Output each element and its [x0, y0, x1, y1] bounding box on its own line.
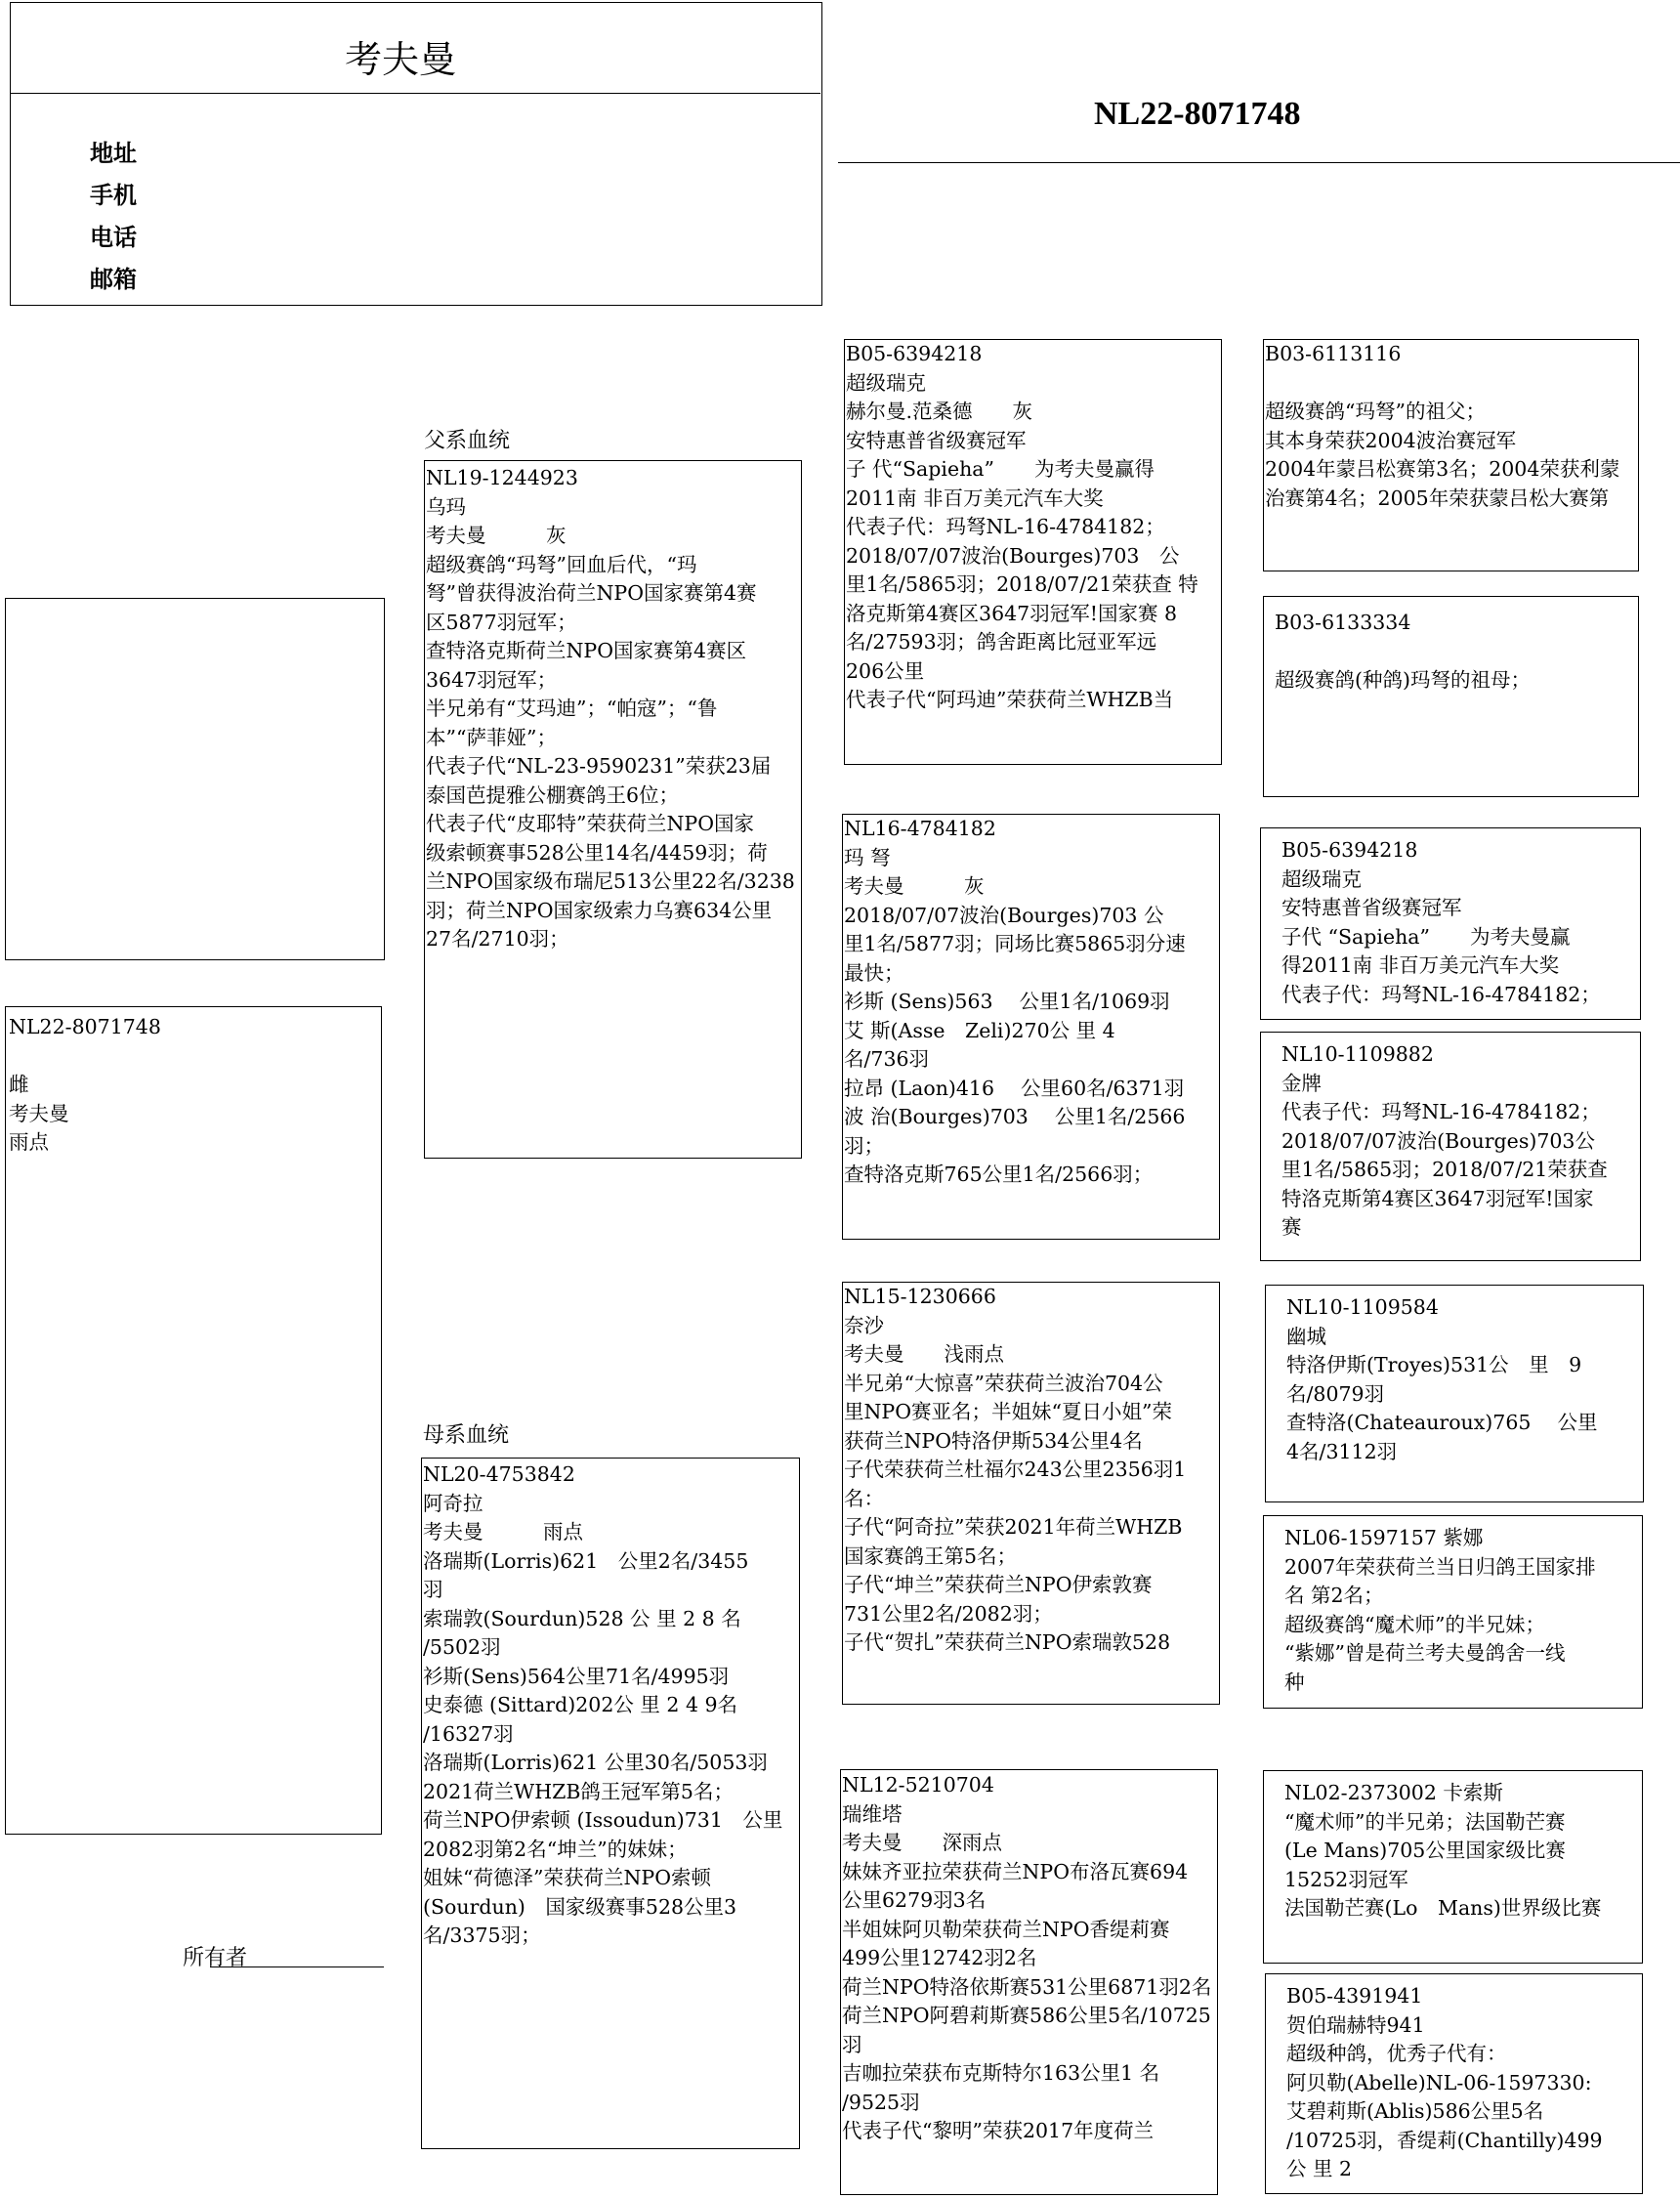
card-line: 区5877羽冠军； — [426, 610, 577, 634]
card-line: 2007年荣获荷兰当日归鸽王国家排 — [1284, 1554, 1596, 1579]
card-line: (Le Mans)705公里国家级比赛 — [1284, 1839, 1566, 1862]
card-line: 特洛克斯第4赛区3647羽冠军!国家 — [1281, 1186, 1594, 1210]
card-line: 国家赛鸽王第5名； — [844, 1544, 1018, 1568]
card-line: 其本身荣获2004波治赛冠军 — [1265, 428, 1517, 452]
card-line: 里1名/5865羽；2018/07/21荣获查 — [1281, 1158, 1608, 1181]
card-line: 考夫曼 浅雨点 — [844, 1342, 1004, 1366]
card-line: 2021荷兰WHZB鸽王冠军第5名； — [423, 1779, 734, 1803]
card-line: 里NPO赛亚名；半姐妹“夏日小姐”荣 — [844, 1400, 1172, 1423]
card-line: 史泰德 (Sittard)202公 里 2 4 9名 — [423, 1693, 738, 1716]
card-line: 瑞维塔 — [842, 1801, 903, 1826]
card-line: “紫娜”曾是荷兰考夫曼鸽舍一线 — [1284, 1641, 1566, 1665]
card-line: 洛克斯第4赛区3647羽冠军!国家赛 8 — [846, 601, 1178, 625]
card-line: 公里6279羽3名 — [842, 1888, 987, 1912]
card-line: 衫斯(Sens)564公里71名/4995羽 — [423, 1664, 730, 1688]
dam-dam-card — [840, 1769, 1218, 2195]
card-line: 索瑞敦(Sourdun)528 公 里 2 8 名 — [423, 1606, 741, 1630]
card-line: 荷兰NPO阿碧莉斯赛586公里5名/10725 — [842, 2004, 1211, 2027]
subject-card — [5, 1006, 382, 1835]
card-line: 获荷兰NPO特洛伊斯534公里4名 — [844, 1428, 1143, 1453]
card-line: 贺伯瑞赫特941 — [1286, 2012, 1425, 2037]
card-line: 考夫曼 深雨点 — [842, 1831, 1002, 1854]
phone-label: 电话 — [90, 224, 137, 251]
card-line: (Sourdun) 国家级赛事528公里3 — [423, 1894, 737, 1919]
card-line: NL02-2373002 卡索斯 — [1284, 1781, 1503, 1804]
ring-underline — [838, 162, 1680, 163]
dam-card — [421, 1458, 800, 2149]
card-line: 超级赛鸽“玛弩”的祖父； — [1265, 400, 1486, 423]
card-line: /16327羽 — [423, 1721, 514, 1746]
card-line: 里1名/5877羽；同场比赛5865羽分速 — [844, 932, 1186, 955]
card-line: 考夫曼 雨点 — [423, 1520, 583, 1544]
sire-sire-dam-card — [1263, 596, 1639, 797]
card-line: 2018/07/07波治(Bourges)703 公 — [844, 903, 1164, 927]
card-line: 特洛伊斯(Troyes)531公 里 9 — [1286, 1353, 1582, 1376]
dam-sire-dam-card — [1263, 1515, 1643, 1709]
card-line: 洛瑞斯(Lorris)621 公里2名/3455 — [423, 1548, 749, 1573]
card-line: 荷兰NPO伊索顿 (Issoudun)731 公里 — [423, 1808, 783, 1832]
card-line: 名： — [844, 1486, 884, 1510]
card-line: B05-4391941 — [1286, 1984, 1423, 2008]
card-line: 206公里 — [846, 658, 925, 683]
card-line: 雨点 — [9, 1130, 49, 1154]
card-line: /5502羽 — [423, 1635, 501, 1659]
card-line: 妹妹齐亚拉荣获荷兰NPO布洛瓦赛694 — [842, 1859, 1189, 1883]
card-line: 超级瑞克 — [846, 370, 926, 395]
card-line: 子代“贺扎”荣获荷兰NPO索瑞敦528 — [844, 1630, 1171, 1654]
card-line: 代表子代：玛弩NL-16-4784182； — [846, 515, 1165, 538]
card-line: 本”“萨菲娅”； — [426, 725, 557, 749]
sire-dam-card — [842, 814, 1220, 1240]
card-line: 考夫曼 灰 — [844, 874, 985, 898]
card-line: B05-6394218 — [846, 342, 983, 365]
card-line: 玛 弩 — [844, 845, 891, 869]
card-line: 半姐妹阿贝勒荣获荷兰NPO香缇莉赛 — [842, 1917, 1170, 1941]
card-line: 15252羽冠军 — [1284, 1867, 1408, 1891]
card-line: 2004年蒙吕松赛第3名；2004荣获利蒙 — [1265, 457, 1620, 481]
card-line: 2011南 非百万美元汽车大奖 — [846, 486, 1104, 510]
card-line: NL06-1597157 紫娜 — [1284, 1526, 1484, 1549]
card-line: 治赛第4名；2005年荣获蒙吕松大赛第 — [1265, 486, 1610, 510]
dam-dam-sire-card — [1263, 1770, 1643, 1964]
card-line: 名/8079羽 — [1286, 1381, 1385, 1406]
card-line: 兰NPO国家级布瑞尼513公里22名/3238 — [426, 869, 795, 893]
card-line: 4名/3112羽 — [1286, 1439, 1398, 1463]
card-line: 衫斯 (Sens)563 公里1名/1069羽 — [844, 990, 1170, 1013]
card-line: B03-6113116 — [1265, 342, 1402, 365]
card-line: 子代荣获荷兰杜福尔243公里2356羽1 — [844, 1458, 1187, 1481]
card-line: 泰国芭提雅公棚赛鸽王6位； — [426, 782, 680, 807]
card-line: 羽 — [423, 1578, 443, 1601]
card-line: NL10-1109584 — [1286, 1295, 1439, 1319]
card-line: 得2011南 非百万美元汽车大奖 — [1281, 953, 1560, 977]
sire-dam-sire-card — [1260, 827, 1641, 1020]
card-line: 查特洛(Chateauroux)765 公里 — [1286, 1411, 1598, 1434]
dam-sire-card — [842, 1282, 1220, 1705]
card-line: 级索顿赛事528公里14名/4459羽；荷 — [426, 840, 768, 865]
card-line: 阿奇拉 — [423, 1491, 483, 1515]
card-line: 超级赛鸽“玛弩”回血后代，“玛 — [426, 552, 697, 576]
card-line: 波 治(Bourges)703 公里1名/2566 — [844, 1105, 1186, 1128]
card-line: 子代“坤兰”荣获荷兰NPO伊索敦赛 — [844, 1573, 1153, 1596]
card-line: 子代 “Sapieha” 为考夫曼赢 — [1281, 924, 1571, 949]
ring-number-heading: NL22-8071748 — [1094, 96, 1301, 132]
pedigree-title: 考夫曼 — [344, 38, 456, 81]
owner-label: 所有者 — [183, 1946, 248, 1970]
card-line: 考夫曼 灰 — [426, 524, 567, 547]
sire-line-label: 父系血统 — [424, 429, 511, 453]
card-line: 姐妹“荷德泽”荣获荷兰NPO索顿 — [423, 1866, 711, 1889]
card-line: 公 里 2 — [1286, 2157, 1353, 2180]
card-line: 法国勒芒赛(Lo Mans)世界级比赛 — [1284, 1896, 1602, 1920]
card-line: 金牌 — [1281, 1071, 1322, 1095]
sire-card — [424, 460, 802, 1159]
card-line: 超级赛鸽(种鸽)玛弩的祖母； — [1275, 668, 1531, 692]
card-line: 731公里2名/2082羽； — [844, 1601, 1053, 1626]
dam-sire-sire-card — [1265, 1285, 1644, 1502]
card-line: 荷兰NPO特洛依斯赛531公里6871羽2名 — [842, 1974, 1212, 1999]
card-line: 赫尔曼.范桑德 灰 — [846, 400, 1033, 423]
card-line: NL16-4784182 — [844, 817, 996, 840]
card-line: 名/736羽 — [844, 1047, 930, 1071]
card-line: 考夫曼 — [9, 1101, 69, 1125]
card-line: 子 代“Sapieha” 为考夫曼赢得 — [846, 457, 1155, 481]
card-line: 拉昂 (Laon)416 公里60名/6371羽 — [844, 1076, 1185, 1100]
card-line: 赛 — [1281, 1215, 1302, 1239]
card-line: 代表子代“NL-23-9590231”荣获23届 — [426, 754, 772, 778]
card-line: 最快； — [844, 960, 904, 985]
card-line: 名 第2名； — [1284, 1584, 1384, 1607]
card-line: 名/27593羽；鸽舍距离比冠亚军远 — [846, 630, 1157, 654]
card-line: 代表子代“黎明”荣获2017年度荷兰 — [842, 2119, 1155, 2142]
card-line: 2082羽第2名“坤兰”的妹妹； — [423, 1837, 688, 1861]
card-line: 超级种鸽，优秀子代有： — [1286, 2042, 1507, 2065]
card-line: 羽；荷兰NPO国家级索力乌赛634公里 — [426, 898, 773, 922]
card-line: /9525羽 — [842, 2090, 920, 2114]
card-line: 半兄弟有“艾玛迪”；“帕寇”；“鲁 — [426, 697, 718, 720]
card-line: 安特惠普省级赛冠军 — [1281, 896, 1462, 919]
card-line: 吉咖拉荣获布克斯特尔163公里1 名 — [842, 2061, 1160, 2085]
card-line: 3647羽冠军； — [426, 667, 558, 692]
sire-sire-card — [844, 339, 1222, 765]
card-line: 艾 斯(Asse Zeli)270公 里 4 — [844, 1018, 1115, 1042]
card-line: NL19-1244923 — [426, 466, 578, 489]
card-line: NL20-4753842 — [423, 1462, 575, 1486]
card-line: 2018/07/07波治(Bourges)703 公 — [846, 543, 1180, 568]
card-line: 代表子代：玛弩NL-16-4784182； — [1281, 1100, 1601, 1123]
card-line: 羽 — [842, 2032, 862, 2056]
card-line: 羽； — [844, 1133, 884, 1158]
card-line — [1265, 369, 1636, 399]
card-line: /10725羽，香缇莉(Chantilly)499 — [1286, 2128, 1603, 2152]
card-line: 代表子代“阿玛迪”荣获荷兰WHZB当 — [846, 688, 1174, 711]
email-label: 邮箱 — [90, 266, 137, 293]
card-line: 乌玛 — [426, 494, 466, 519]
sire-dam-dam-card — [1260, 1032, 1641, 1261]
sire-sire-sire-card — [1263, 339, 1639, 571]
card-line: 艾碧莉斯(Ablis)586公里5名 — [1286, 2099, 1544, 2123]
card-line: 499公里12742羽2名 — [842, 1946, 1037, 1969]
card-line: NL12-5210704 — [842, 1773, 994, 1797]
mobile-label: 手机 — [90, 182, 137, 209]
card-line: 27名/2710羽； — [426, 927, 569, 951]
card-line: 里1名/5865羽；2018/07/21荣获查 特 — [846, 572, 1198, 596]
card-line: 安特惠普省级赛冠军 — [846, 428, 1027, 452]
card-line: 查特洛克斯765公里1名/2566羽； — [844, 1163, 1154, 1186]
card-line: 代表子代：玛弩NL-16-4784182； — [1281, 982, 1601, 1006]
photo-frame — [5, 598, 385, 960]
card-line: 超级瑞克 — [1281, 867, 1362, 891]
card-line: B03-6133334 — [1275, 611, 1411, 634]
card-line: 种 — [1284, 1670, 1305, 1694]
card-line: 弩”曾获得波治荷兰NPO国家赛第4赛 — [426, 581, 757, 605]
card-line — [1275, 638, 1636, 667]
owner-signature-line — [210, 1966, 384, 1967]
card-line: NL10-1109882 — [1281, 1042, 1434, 1066]
title-divider — [10, 93, 820, 94]
card-line: 名/3375羽； — [423, 1924, 541, 1947]
card-line: 奈沙 — [844, 1313, 884, 1337]
card-line: 2018/07/07波治(Bourges)703公 — [1281, 1128, 1595, 1153]
card-line: NL15-1230666 — [844, 1285, 996, 1308]
dam-dam-dam-card — [1265, 1973, 1643, 2194]
card-line: 子代“阿奇拉”荣获2021年荷兰WHZB — [844, 1515, 1183, 1539]
dam-line-label: 母系血统 — [423, 1423, 510, 1448]
card-line: 超级赛鸽“魔术师”的半兄妹； — [1284, 1612, 1545, 1636]
card-line: 阿贝勒(Abelle)NL-06-1597330: — [1286, 2070, 1592, 2094]
card-line: NL22-8071748 — [9, 1015, 161, 1038]
card-line: 查特洛克斯荷兰NPO国家赛第4赛区 — [426, 639, 747, 662]
address-label: 地址 — [90, 140, 137, 167]
card-line: 代表子代“皮耶特”荣获荷兰NPO国家 — [426, 812, 754, 835]
card-line: 雌 — [9, 1073, 29, 1096]
card-line: “魔术师”的半兄弟；法国勒芒赛 — [1284, 1809, 1566, 1834]
card-line: B05-6394218 — [1281, 838, 1418, 862]
card-line: 洛瑞斯(Lorris)621 公里30名/5053羽 — [423, 1751, 768, 1774]
card-line: 半兄弟“大惊喜”荣获荷兰波治704公 — [844, 1371, 1163, 1395]
card-line — [9, 1042, 379, 1072]
card-line: 幽城 — [1286, 1324, 1326, 1348]
